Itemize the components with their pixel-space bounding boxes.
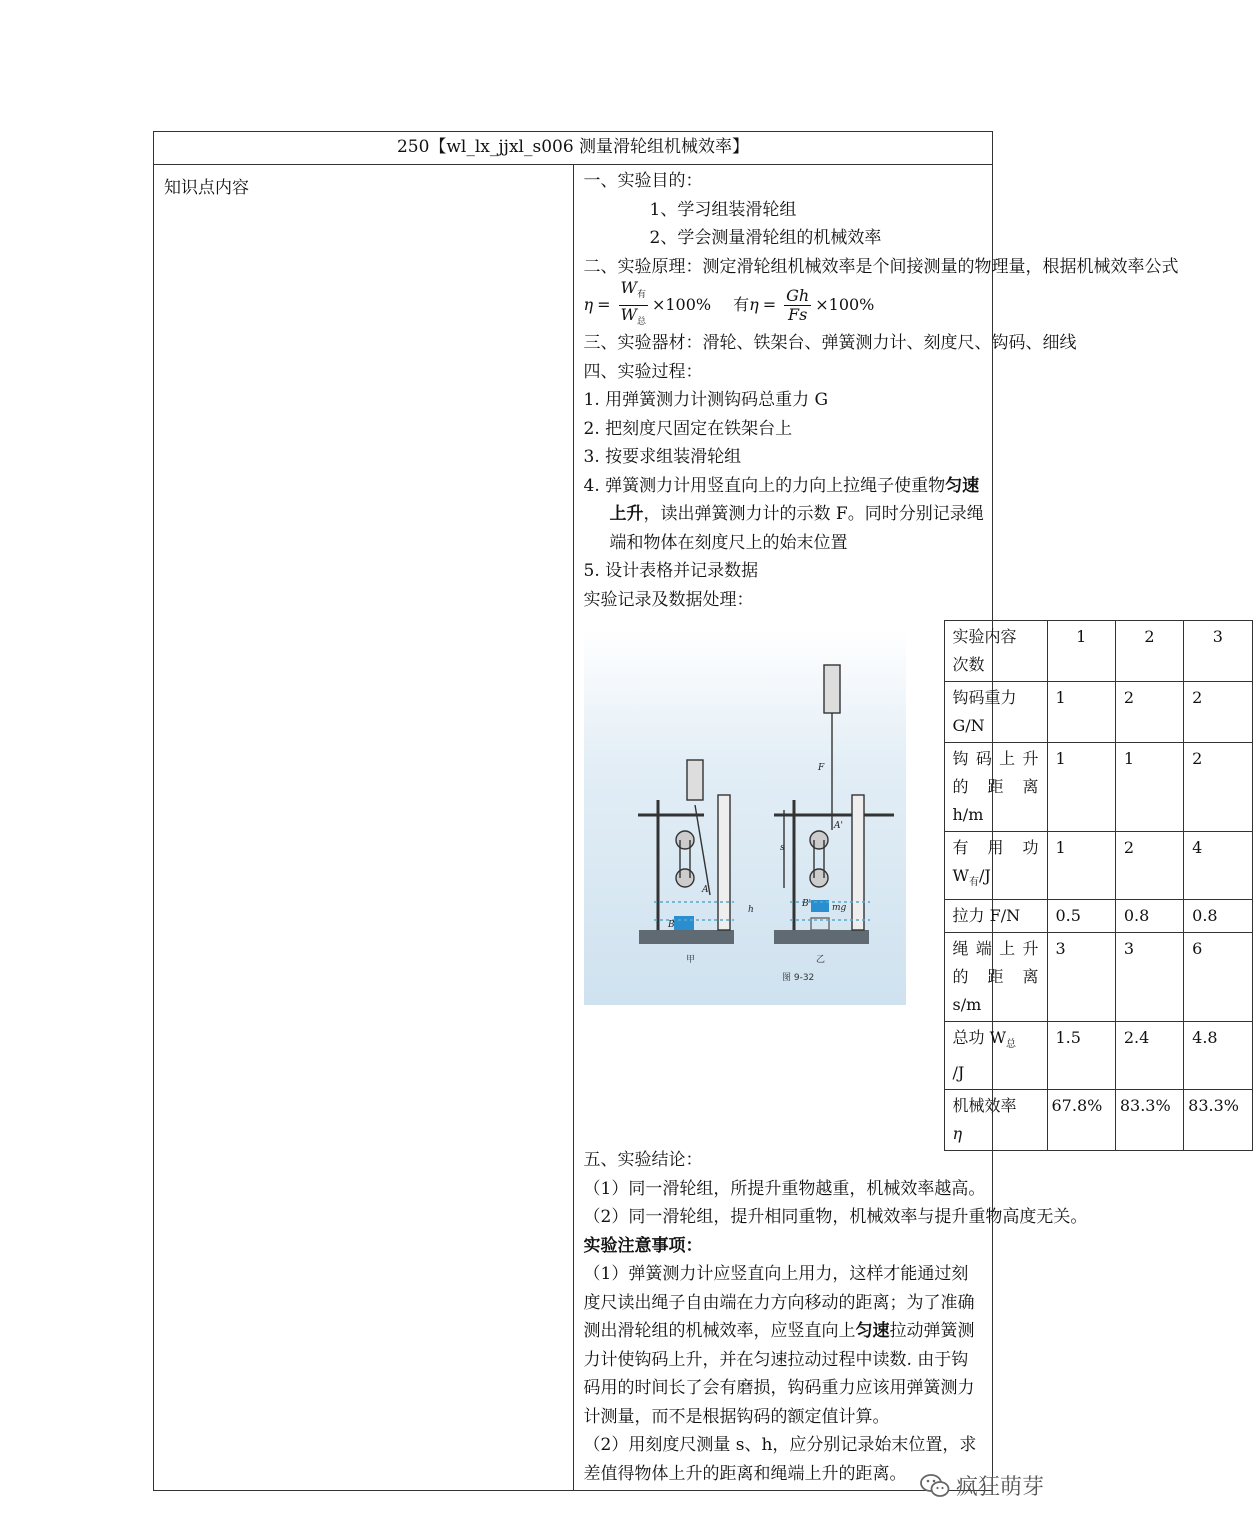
table-cell: 2	[1184, 743, 1252, 832]
hd-text: 有 用 功	[952, 838, 1039, 857]
hd-text: 实验内容	[952, 627, 1017, 646]
hd-sub: 有	[968, 877, 979, 889]
fraction-gh	[784, 287, 811, 324]
label-a: A	[701, 885, 708, 895]
label-b: B	[667, 920, 675, 930]
wechat-icon	[920, 1473, 950, 1499]
label-a2: A'	[833, 821, 843, 831]
hd-text: 机械效率	[952, 1096, 1017, 1116]
equals-sign-2: =	[762, 294, 777, 314]
fraction-w	[619, 279, 648, 330]
times-100: ×100%	[651, 294, 712, 314]
table-cell: 83.3%	[1115, 1090, 1183, 1151]
table-row	[944, 900, 1252, 933]
table-cell: 1	[1047, 621, 1115, 682]
table-row	[944, 933, 1252, 1022]
data-table	[944, 620, 1253, 1151]
table-cell: 2	[1184, 682, 1252, 743]
table-header-cell	[944, 743, 1047, 832]
table-header-cell	[944, 900, 1047, 933]
table-cell: 6	[1184, 933, 1252, 1022]
hd-text: 的 距 离	[952, 777, 1039, 796]
hd-text: 绳端上升	[952, 939, 1039, 959]
efficiency-formula	[583, 278, 985, 329]
times-100-2: ×100%	[815, 294, 875, 314]
step-2: 2. 把刻度尺固定在铁架台上	[583, 418, 793, 439]
hd-text: 次数	[952, 655, 985, 674]
note-1-part-c: 拉动弹簧测力计使钩码上升，并在匀速拉动过程中读数. 由于钩码用的时间长了会有磨损，钩码重力应该用弹簧测力计测量，而不是根据钩码的额定值计算。	[583, 1321, 975, 1427]
table-header-cell	[944, 832, 1047, 900]
table-cell: 2	[1115, 682, 1183, 743]
table-cell: 2	[1115, 621, 1183, 682]
section-equipment: 三、实验器材：滑轮、铁架台、弹簧测力计、刻度尺、钩码、细线	[583, 333, 1077, 353]
label-s: s	[779, 843, 785, 853]
sub-total: 总	[636, 316, 646, 327]
table-cell: 1	[1047, 682, 1115, 743]
step-4-part-a: 4. 弹簧测力计用竖直向上的力向上拉绳子使重物	[583, 475, 946, 496]
table-row	[944, 682, 1252, 743]
table-row	[944, 743, 1252, 832]
section-goal: 一、实验目的：	[583, 171, 703, 191]
doc-title: 250【wl_lx_jjxl_s006 测量滑轮组机械效率】	[154, 132, 993, 165]
sub-useful: 有	[636, 290, 646, 301]
hd-text: 总功 W	[952, 1028, 1007, 1048]
you-word: 有	[733, 294, 750, 314]
step-4-part-c: ，读出弹簧测力计的示数 F。同时分别记录绳端和物体在刻度尺上的始末位置	[609, 504, 984, 553]
table-cell: 67.8%	[1047, 1090, 1115, 1151]
table-header-cell	[944, 1090, 1047, 1151]
hd-text: η	[952, 1124, 963, 1144]
figure-caption: 图 9-32	[781, 973, 814, 983]
section-process: 四、实验过程：	[583, 361, 703, 382]
table-row	[944, 621, 1252, 682]
hd-sub: 总	[1006, 1039, 1017, 1051]
table-cell: 4	[1184, 832, 1252, 900]
table-cell: 2.4	[1115, 1022, 1183, 1090]
w-useful: W	[620, 278, 637, 298]
record-label: 实验记录及数据处理：	[583, 589, 754, 610]
figure-and-table	[584, 620, 1239, 1146]
table-cell: 1.5	[1047, 1022, 1115, 1090]
label-b2: B'	[801, 899, 811, 909]
goal-2: 2、学会测量滑轮组的机械效率	[649, 228, 882, 248]
step-4-bold: 匀速上升	[609, 475, 980, 524]
label-mg: mg	[831, 903, 846, 913]
hd-text: 的 距 离	[952, 967, 1039, 987]
hd-text: 钩码上升	[952, 749, 1039, 768]
step-3: 3. 按要求组装滑轮组	[583, 447, 742, 467]
table-cell: 4.8	[1184, 1022, 1252, 1090]
table-cell: 0.5	[1047, 900, 1115, 933]
note-1-bold: 匀速	[855, 1321, 890, 1341]
pulley-experiment-figure	[584, 630, 906, 1005]
hd-text: W	[952, 866, 969, 885]
table-cell: 83.3%	[1184, 1090, 1252, 1151]
equals-sign: =	[597, 294, 611, 314]
section-conclusion: 五、实验结论：	[583, 1150, 703, 1170]
step-4	[584, 472, 985, 558]
notes-title: 实验注意事项：	[583, 1235, 703, 1256]
gh: Gh	[786, 285, 810, 305]
note-1-part-a: （1）弹簧测力计应竖直向上用力，这样才能通过刻度尺读出绳子自由端在力方向移动的距离；为了准确测出滑轮组的机械效率，应竖直向上	[583, 1264, 975, 1341]
goal-1: 1、学习组装滑轮组	[649, 199, 797, 220]
hd-text: /J	[952, 1063, 965, 1083]
table-cell: 3	[1184, 621, 1252, 682]
hd-text: G/N	[952, 716, 985, 735]
hd-text: 拉力 F/N	[952, 906, 1021, 926]
step-5: 5. 设计表格并记录数据	[583, 561, 759, 581]
table-cell: 1	[1047, 832, 1115, 900]
conclusion-2: （2）同一滑轮组，提升相同重物，机械效率与提升重物高度无关。	[583, 1207, 1088, 1227]
hd-text: 钩码重力	[952, 688, 1017, 707]
table-cell: 0.8	[1115, 900, 1183, 933]
table-header-cell	[944, 682, 1047, 743]
fs: Fs	[788, 304, 808, 324]
table-row	[944, 1022, 1252, 1090]
note-2: （2）用刻度尺测量 s、h，应分别记录始末位置，求差值得物体上升的距离和绳端上升的距离。	[583, 1435, 977, 1484]
note-1	[584, 1260, 985, 1431]
table-cell: 1	[1047, 743, 1115, 832]
table-cell: 1	[1115, 743, 1183, 832]
eta-symbol-2: η	[749, 294, 759, 314]
eta-symbol: η	[583, 294, 594, 314]
table-cell: 2	[1115, 832, 1183, 900]
label-f: F	[817, 763, 824, 773]
table-header-cell	[944, 933, 1047, 1022]
w-total: W	[620, 304, 637, 324]
table-row	[944, 832, 1252, 900]
label-yi: 乙	[815, 955, 825, 965]
table-row	[944, 1090, 1252, 1151]
conclusion-1: （1）同一滑轮组，所提升重物越重，机械效率越高。	[583, 1178, 986, 1199]
row-label: 知识点内容	[154, 165, 574, 1491]
table-header-cell	[944, 1022, 1047, 1090]
table-header-cell	[944, 621, 1047, 682]
hd-text: h/m	[952, 805, 984, 824]
table-cell: 0.8	[1184, 900, 1252, 933]
label-jia: 甲	[685, 955, 695, 965]
hd-text: s/m	[952, 995, 982, 1015]
table-cell: 3	[1047, 933, 1115, 1022]
watermark-text: 疯狂萌芽	[955, 1475, 1044, 1500]
table-cell: 3	[1115, 933, 1183, 1022]
hd-text: /J	[978, 866, 991, 885]
step-1: 1. 用弹簧测力计测钩码总重力 G	[583, 390, 829, 410]
label-h: h	[747, 905, 754, 915]
watermark	[920, 1470, 1044, 1501]
section-principle: 二、实验原理：测定滑轮组机械效率是个间接测量的物理量，根据机械效率公式	[583, 256, 1179, 277]
